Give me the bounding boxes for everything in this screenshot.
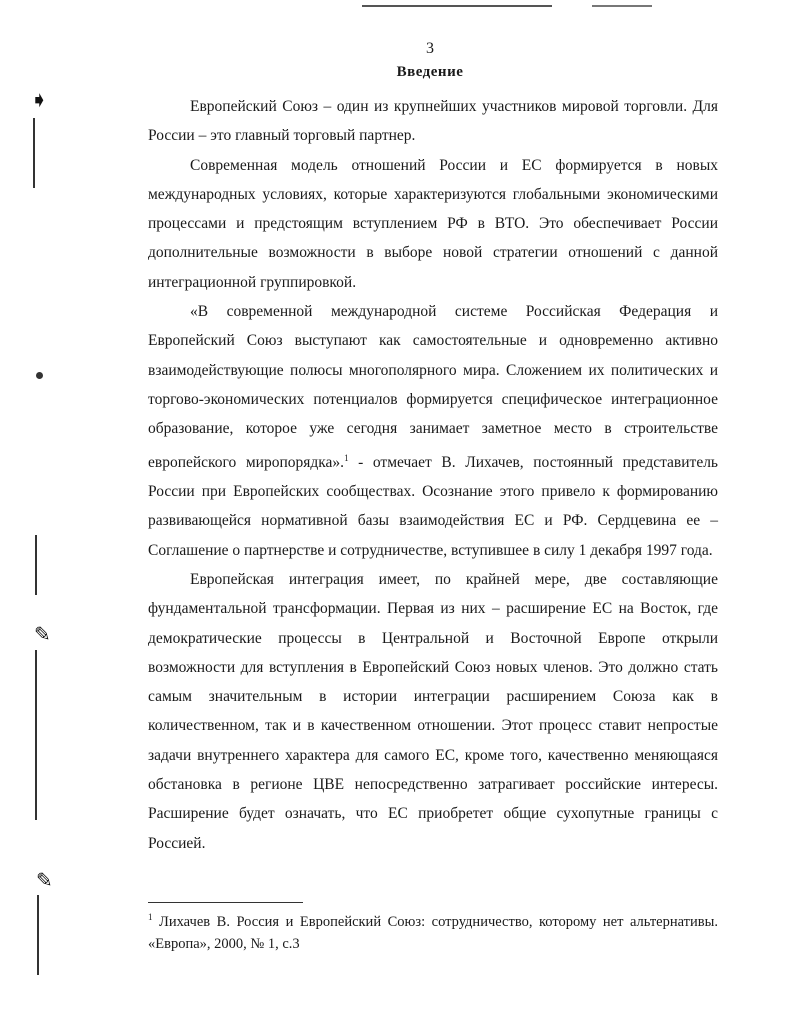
footnote-marker: 1 [148,912,153,922]
scan-top-rule [362,5,552,7]
quote-text: «В современной международной системе Российская Федерация и Европейский Союз выступают как самостоятельные и одновременно активно взаимодействующие полюсы многополярного мира. Сложением их политических и торгово-экономических потенциалов формируется специфическое интеграционное образование, которое уже сегодня занимает заметное место в строительстве европейского миропорядка». [148,303,718,471]
paragraph [148,297,718,565]
body-text [148,92,718,858]
scan-mark-blob: ✎ [34,622,51,646]
paragraph: Современная модель отношений России и ЕС формируется в новых международных условиях, которые характеризуются глобальными экономическими процессами и предстоящим вступлением РФ в ВТО. Это обеспечивает России дополнительные возможности в выборе новой стратегии отношений с данной интеграционной группировкой. [148,156,718,291]
scan-mark-arrow: ➧ [30,88,49,113]
page-number: 3 [426,40,434,57]
paragraph: Европейский Союз – один из крупнейших участников мировой торговли. Для России – это главный торговый партнер. [148,98,718,145]
scan-dot [36,372,43,379]
scan-mark-blob: ✎ [36,868,53,892]
footnote-text: Лихачев В. Россия и Европейский Союз: сотрудничество, которому нет альтернативы. «Европа», 2000, № 1, с.3 [148,913,718,952]
quote-attribution: - отмечает В. Лихачев, постоянный представитель России при Европейских сообществах. Осознание этого привело к формированию развивающейся нормативной базы взаимодействия ЕС и РФ. Сердцевина ее – Соглашение о партнерстве и сотрудничестве, вступившее в силу 1 декабря 1997 года. [148,453,718,559]
scan-margin-line [33,118,35,188]
footnote-reference: 1 [344,452,349,463]
scan-margin-line [35,535,37,595]
paragraph: Европейская интеграция имеет, по крайней мере, две составляющие фундаментальной трансформации. Первая из них – расширение ЕС на Восток, где демократические процессы в Центральной и Восточной Европе открыли возможности для вступления в Европейский Союз новых членов. Это должно стать самым значительным в истории интеграции расширением Союза как в количественном, так и в качественном отношении. Этот процесс ставит непростые задачи внутреннего характера для самого ЕС, кроме того, качественно меняющаяся обстановка в регионе ЦВЕ непосредственно затрагивает российские интересы. Расширение будет означать, что ЕС приобретет общие сухопутные границы с Россией. [148,570,718,852]
scan-top-rule-short [592,5,652,7]
scan-margin-line [35,650,37,820]
scan-margin-line [37,895,39,975]
page-title: Введение [396,64,464,80]
footnote-separator [148,902,303,903]
footnote [148,906,718,955]
